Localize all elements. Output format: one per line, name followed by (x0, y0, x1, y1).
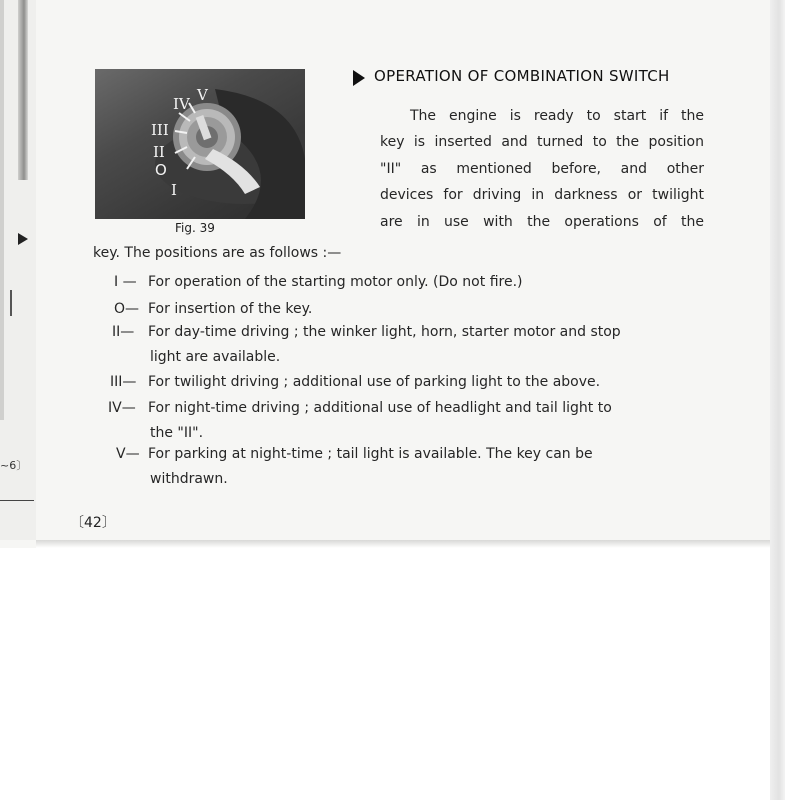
position-label: II— (112, 324, 135, 340)
position-text-cont: the "II". (150, 425, 204, 441)
page-shadow (36, 540, 776, 548)
position-text: For operation of the starting motor only. (Do not fire.) (148, 274, 523, 290)
dial-label-iv: IV (173, 95, 190, 113)
page-edge (0, 0, 4, 420)
margin-arrow-icon (18, 233, 28, 245)
intro-continuation: key. The positions are as follows :— (93, 245, 342, 261)
margin-rule (0, 500, 34, 501)
position-label: I — (114, 274, 137, 290)
position-text: For parking at night-time ; tail light is available. The key can be (148, 446, 593, 462)
figure-caption: Fig. 39 (175, 221, 215, 235)
position-text: For night-time driving ; additional use of headlight and tail light to (148, 400, 612, 416)
intro-line: devices for driving in darkness or twilight (380, 187, 704, 203)
switch-illustration (95, 69, 305, 219)
position-label: V— (116, 446, 140, 462)
section-heading: OPERATION OF COMBINATION SWITCH (374, 67, 670, 85)
margin-fragment: ~6〕 (0, 459, 28, 472)
dial-label-v: V (197, 86, 208, 104)
binding-shadow (18, 0, 28, 180)
intro-line: "II" as mentioned before, and other (380, 161, 704, 177)
right-page-edge (770, 0, 785, 800)
position-label: III— (110, 374, 137, 390)
heading-arrow-icon (353, 70, 365, 86)
position-text-cont: withdrawn. (150, 471, 228, 487)
position-label: O— (114, 301, 140, 317)
intro-line: The engine is ready to start if the (410, 108, 704, 124)
margin-tick (10, 290, 12, 316)
intro-line: key is inserted and turned to the position (380, 134, 704, 150)
dial-label-ii: II (153, 143, 165, 161)
combination-switch-photo (95, 69, 305, 219)
intro-line: are in use with the operations of the (380, 214, 704, 230)
position-text: For day-time driving ; the winker light, horn, starter motor and stop (148, 324, 621, 340)
page-number: 〔42〕 (70, 515, 116, 531)
dial-label-o: O (155, 161, 167, 179)
position-label: IV— (108, 400, 136, 416)
dial-label-i: I (171, 181, 177, 199)
position-text-cont: light are available. (150, 349, 281, 365)
dial-label-iii: III (151, 121, 169, 139)
position-text: For twilight driving ; additional use of parking light to the above. (148, 374, 601, 390)
position-text: For insertion of the key. (148, 301, 313, 317)
